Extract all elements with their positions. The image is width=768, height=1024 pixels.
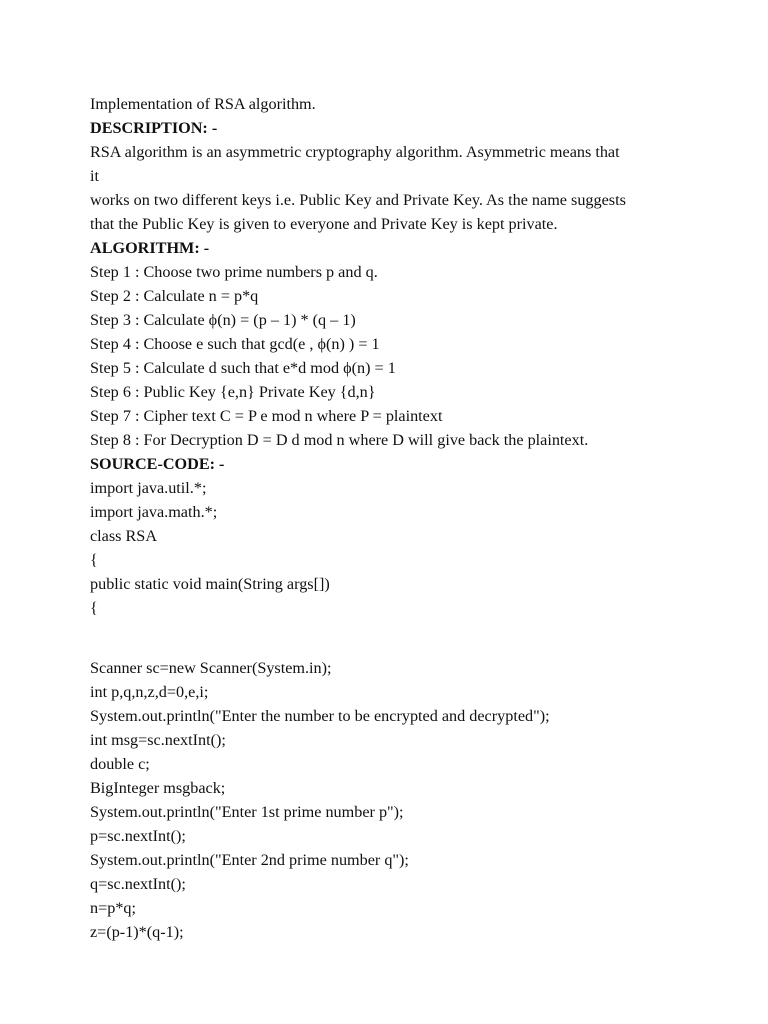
source-code-heading: SOURCE-CODE: - (90, 455, 225, 473)
algorithm-step: Step 5 : Calculate d such that e*d mod ϕ(n) = 1 (90, 359, 396, 377)
code-line: q=sc.nextInt(); (90, 875, 186, 893)
algorithm-step: Step 4 : Choose e such that gcd(e , ϕ(n) ) = 1 (90, 335, 380, 353)
code-line: Scanner sc=new Scanner(System.in); (90, 659, 332, 677)
algorithm-heading: ALGORITHM: - (90, 239, 210, 257)
algorithm-step: Step 6 : Public Key {e,n} Private Key {d,n} (90, 383, 376, 401)
code-line: p=sc.nextInt(); (90, 827, 186, 845)
code-line: System.out.println("Enter the number to be encrypted and decrypted"); (90, 707, 550, 725)
document-page (90, 92, 730, 944)
document-title: Implementation of RSA algorithm. (90, 95, 316, 113)
code-line: import java.math.*; (90, 503, 218, 521)
description-line: works on two different keys i.e. Public Key and Private Key. As the name suggests (90, 191, 626, 209)
algorithm-step: Step 8 : For Decryption D = D d mod n where D will give back the plaintext. (90, 431, 589, 449)
code-line: import java.util.*; (90, 479, 207, 497)
blank-line (90, 620, 730, 656)
code-line: class RSA (90, 527, 158, 545)
code-line: BigInteger msgback; (90, 779, 226, 797)
code-line: n=p*q; (90, 899, 137, 917)
algorithm-step: Step 1 : Choose two prime numbers p and q. (90, 263, 378, 281)
code-line: double c; (90, 755, 150, 773)
code-line: z=(p-1)*(q-1); (90, 923, 184, 941)
code-line: System.out.println("Enter 1st prime number p"); (90, 803, 404, 821)
algorithm-step: Step 3 : Calculate ϕ(n) = (p – 1) * (q – 1) (90, 311, 356, 329)
algorithm-step: Step 7 : Cipher text C = P e mod n where P = plaintext (90, 407, 443, 425)
algorithm-step: Step 2 : Calculate n = p*q (90, 287, 259, 305)
code-line: System.out.println("Enter 2nd prime number q"); (90, 851, 409, 869)
code-line: { (90, 599, 98, 617)
code-line: { (90, 551, 98, 569)
code-line: int p,q,n,z,d=0,e,i; (90, 683, 209, 701)
description-line: RSA algorithm is an asymmetric cryptography algorithm. Asymmetric means that (90, 143, 620, 161)
code-line: int msg=sc.nextInt(); (90, 731, 226, 749)
code-line: public static void main(String args[]) (90, 575, 330, 593)
description-line: that the Public Key is given to everyone and Private Key is kept private. (90, 215, 558, 233)
description-line: it (90, 167, 99, 185)
description-heading: DESCRIPTION: - (90, 119, 218, 137)
